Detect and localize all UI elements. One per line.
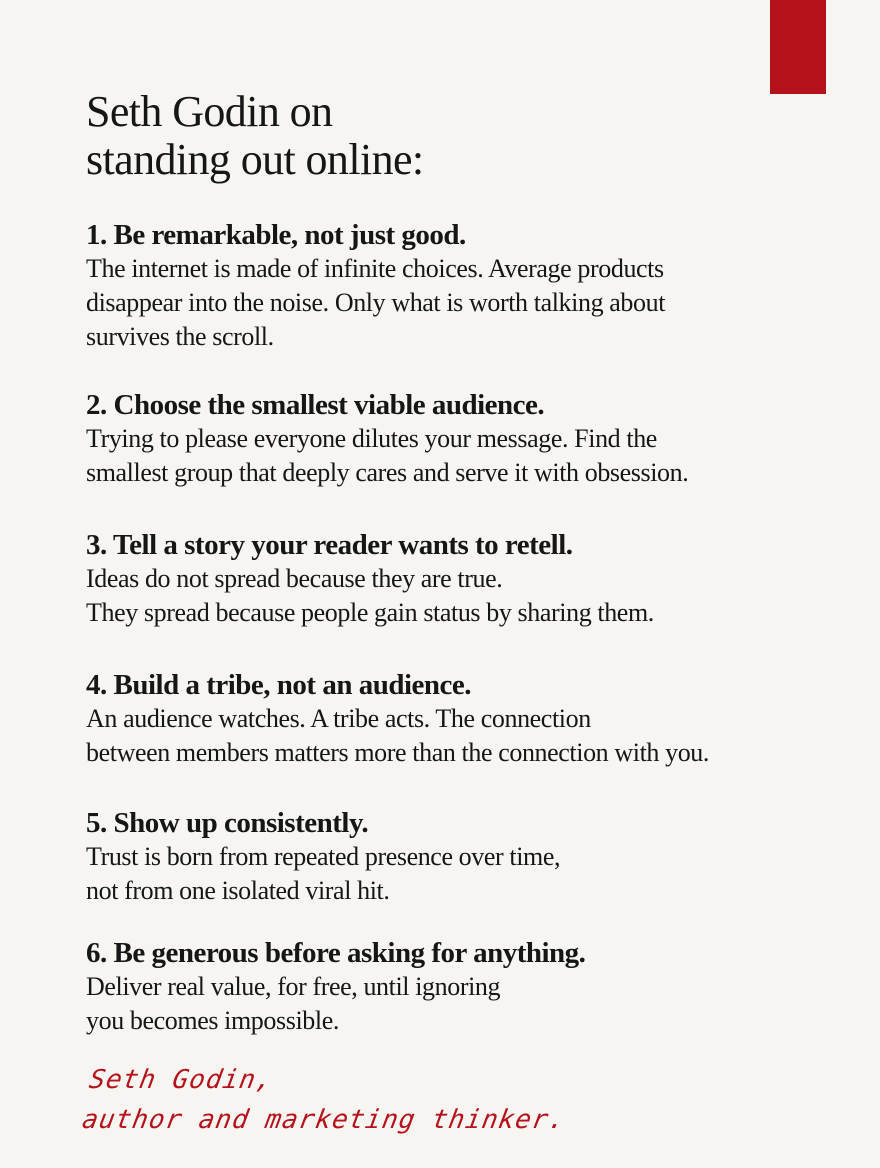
point-body-line: Ideas do not spread because they are true.: [86, 564, 503, 593]
signature-role: author and marketing thinker.: [79, 1105, 569, 1135]
page-title: [86, 88, 806, 184]
main-content: [86, 87, 806, 1035]
title-line-1: Seth Godin on: [86, 87, 333, 136]
point-body-line: Trying to please everyone dilutes your message. Find the: [86, 424, 657, 453]
point-heading: 6. Be generous before asking for anything.: [86, 937, 586, 969]
point-heading: 5. Show up consistently.: [86, 807, 369, 839]
point-body-line: The internet is made of infinite choices. Average products: [86, 254, 664, 283]
point-item: [86, 388, 806, 490]
signature-name: Seth Godin,: [86, 1065, 276, 1095]
point-body-line: Deliver real value, for free, until ignoring: [86, 972, 501, 1001]
point-body-line: disappear into the noise. Only what is worth talking about: [86, 288, 666, 317]
point-body-line: survives the scroll.: [86, 322, 274, 351]
point-body-line: They spread because people gain status by sharing them.: [86, 598, 654, 627]
title-line-2: standing out online:: [86, 135, 424, 184]
point-body-line: you becomes impossible.: [86, 1006, 339, 1035]
point-body-line: not from one isolated viral hit.: [86, 876, 390, 905]
point-item: [86, 936, 806, 1038]
point-item: [86, 806, 806, 908]
point-heading: 1. Be remarkable, not just good.: [86, 219, 466, 251]
point-heading: 3. Tell a story your reader wants to retell.: [86, 529, 573, 561]
point-body-line: An audience watches. A tribe acts. The connection: [86, 704, 591, 733]
point-item: [86, 668, 806, 770]
point-body-line: between members matters more than the connection with you.: [86, 738, 709, 767]
point-heading: 2. Choose the smallest viable audience.: [86, 389, 545, 421]
point-item: [86, 218, 806, 354]
point-body-line: smallest group that deeply cares and serve it with obsession.: [86, 458, 689, 487]
point-item: [86, 528, 806, 630]
point-heading: 4. Build a tribe, not an audience.: [86, 669, 472, 701]
point-body-line: Trust is born from repeated presence over time,: [86, 842, 561, 871]
accent-bar: [770, 0, 826, 94]
signature: [79, 1060, 576, 1140]
